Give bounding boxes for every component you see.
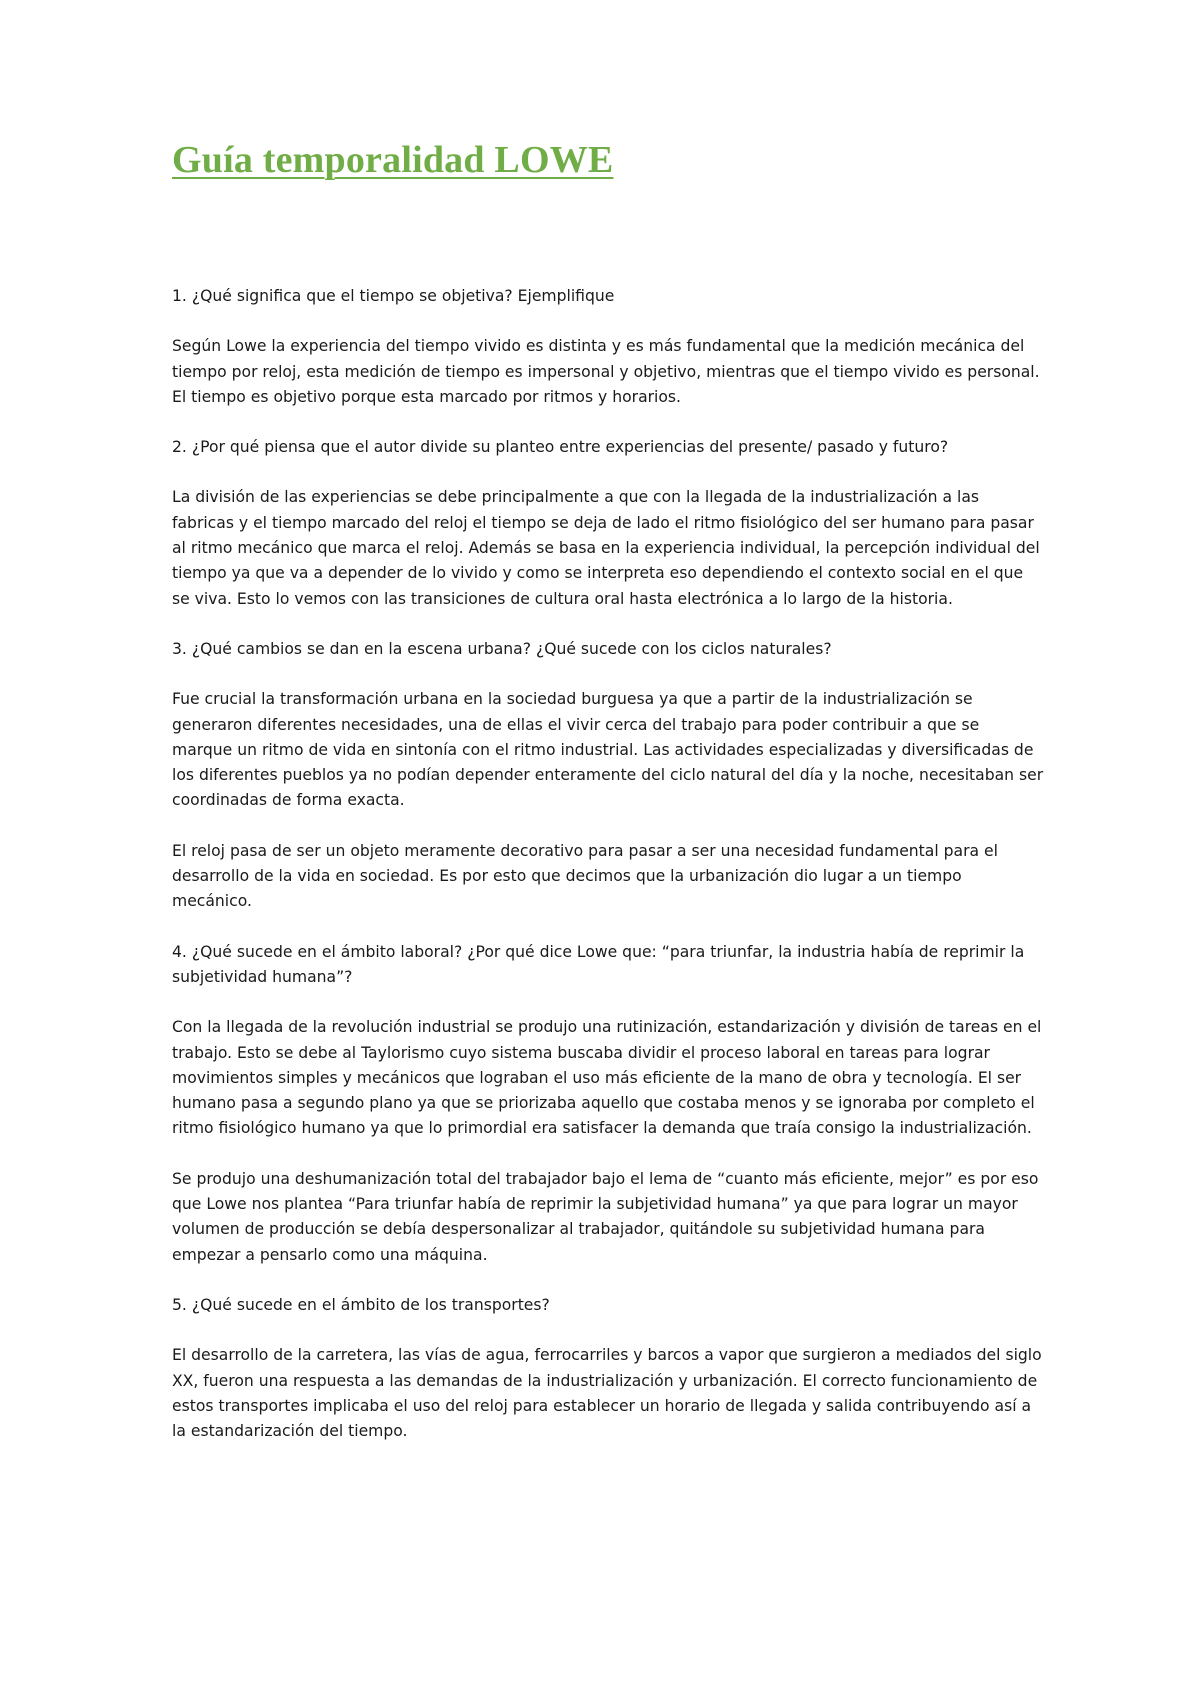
answer-5-paragraph-1: El desarrollo de la carretera, las vías de agua, ferrocarriles y barcos a vapor que surgieron a mediados del siglo XX, fueron una respuesta a las demandas de la industrialización y urbanización. El correcto funcionamiento de estos transportes implicaba el uso del reloj para establecer un horario de llegada y salida contribuyendo así a la estandarización del tiempo. <box>172 1346 1042 1441</box>
question-5: 5. ¿Qué sucede en el ámbito de los transportes? <box>172 1295 550 1314</box>
document-body <box>172 284 1044 1469</box>
answer-2-paragraph-1: La división de las experiencias se debe principalmente a que con la llegada de la industrialización a las fabricas y el tiempo marcado del reloj el tiempo se deja de lado el ritmo fisiológico del ser humano para pasar al ritmo mecánico que marca el reloj. Además se basa en la experiencia individual, la percepción individual del tiempo ya que va a depender de lo vivido y como se interpreta eso dependiendo el contexto social en el que se viva. Esto lo vemos con las transiciones de cultura oral hasta electrónica a lo largo de la historia. <box>172 488 1040 608</box>
answer-4-paragraph-1: Con la llegada de la revolución industrial se produjo una rutinización, estandarización y división de tareas en el trabajo. Esto se debe al Taylorismo cuyo sistema buscaba dividir el proceso laboral en tareas para lograr movimientos simples y mecánicos que lograban el uso más eficiente de la mano de obra y tecnología. El ser humano pasa a segundo plano ya que se priorizaba aquello que costaba menos y se ignoraba por completo el ritmo fisiológico humano ya que lo primordial era satisfacer la demanda que traía consigo la industrialización. <box>172 1018 1042 1138</box>
answer-3-paragraph-2: El reloj pasa de ser un objeto meramente decorativo para pasar a ser una necesidad fundamental para el desarrollo de la vida en sociedad. Es por esto que decimos que la urbanización dio lugar a un tiempo mecánico. <box>172 841 998 911</box>
question-1: 1. ¿Qué significa que el tiempo se objetiva? Ejemplifique <box>172 287 615 305</box>
answer-1-paragraph-1: Según Lowe la experiencia del tiempo vivido es distinta y es más fundamental que la medición mecánica del tiempo por reloj, esta medición de tiempo es impersonal y objetivo, mientras que el tiempo vivido es personal. El tiempo es objetivo porque esta marcado por ritmos y horarios. <box>172 337 1040 406</box>
answer-3-paragraph-1: Fue crucial la transformación urbana en la sociedad burguesa ya que a partir de la industrialización se generaron diferentes necesidades, una de ellas el vivir cerca del trabajo para poder contribuir a que se marque un ritmo de vida en sintonía con el ritmo industrial. Las actividades especializadas y diversificadas de los diferentes pueblos ya no podían depender enteramente del ciclo natural del día y la noche, necesitaban ser coordinadas de forma exacta. <box>172 690 1044 810</box>
question-2: 2. ¿Por qué piensa que el autor divide su planteo entre experiencias del presente/ pasado y futuro? <box>172 438 949 457</box>
answer-4-paragraph-2: Se produjo una deshumanización total del trabajador bajo el lema de “cuanto más eficiente, mejor” es por eso que Lowe nos plantea “Para triunfar había de reprimir la subjetividad humana” ya que para lograr un mayor volumen de producción se debía despersonalizar al trabajador, quitándole su subjetividad humana para empezar a pensarlo como una máquina. <box>172 1169 1039 1264</box>
question-3: 3. ¿Qué cambios se dan en la escena urbana? ¿Qué sucede con los ciclos naturales? <box>172 639 832 658</box>
document-title: Guía temporalidad LOWE <box>172 139 614 181</box>
question-4: 4. ¿Qué sucede en el ámbito laboral? ¿Por qué dice Lowe que: “para triunfar, la industria había de reprimir la subjetividad humana”? <box>172 942 1025 986</box>
